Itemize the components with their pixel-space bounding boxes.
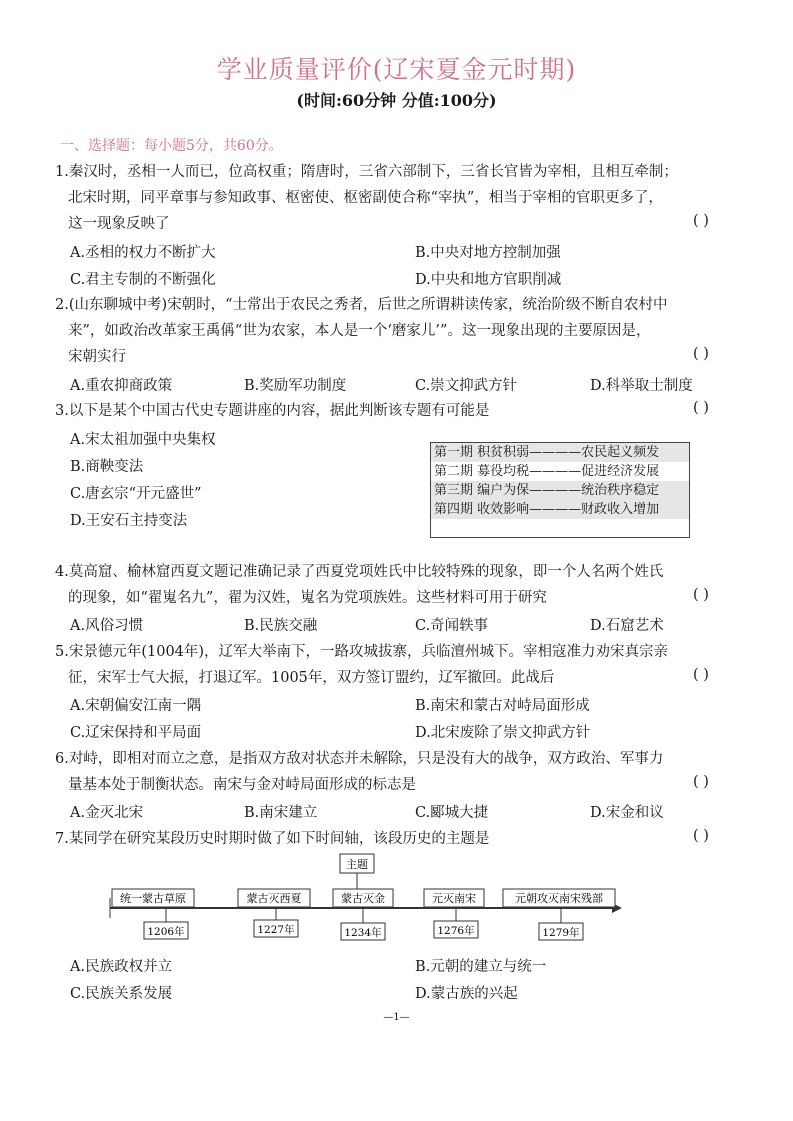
q7-option-a[interactable]: A.民族政权并立	[70, 959, 173, 975]
q1-line-3: 这一现象反映了	[68, 216, 170, 232]
lecture-row-4: 第四期 收效影响————财政收入增加	[431, 500, 689, 519]
q5-option-c[interactable]: C.辽宋保持和平局面	[70, 725, 202, 741]
q5-answer-paren: ( )	[693, 667, 709, 683]
q4-option-a[interactable]: A.风俗习惯	[70, 618, 144, 634]
q7-option-d[interactable]: D.蒙古族的兴起	[415, 986, 518, 1002]
year-label-2: 1227年	[257, 924, 295, 936]
q2-option-d[interactable]: D.科举取士制度	[590, 378, 693, 394]
q6-option-d[interactable]: D.宋金和议	[590, 805, 664, 821]
event-label-4: 元灭南宋	[432, 892, 476, 905]
q6-line-2: 量基本处于制衡状态。南宋与金对峙局面形成的标志是	[68, 777, 416, 793]
q1-option-a[interactable]: A.丞相的权力不断扩大	[70, 245, 216, 261]
year-label-1: 1206年	[147, 926, 185, 938]
section-heading: 一、选择题：每小题5分，共60分。	[60, 138, 283, 154]
q2-option-a[interactable]: A.重农抑商政策	[70, 378, 173, 394]
event-label-1: 统一蒙古草原	[120, 892, 186, 905]
q5-line-2: 征，宋军士气大振，打退辽军。1005年，双方签订盟约，辽军撤回。此战后	[68, 670, 555, 686]
q2-option-c[interactable]: C.崇文抑武方针	[415, 378, 518, 394]
q4-answer-paren: ( )	[693, 587, 709, 603]
q4-option-d[interactable]: D.石窟艺术	[590, 618, 664, 634]
q5-option-b[interactable]: B.南宋和蒙古对峙局面形成	[415, 698, 590, 714]
q3-option-d[interactable]: D.王安石主持变法	[70, 513, 188, 529]
q3-option-a[interactable]: A.宋太祖加强中央集权	[70, 432, 216, 448]
q1-line-1: 1.秦汉时，丞相一人而已，位高权重；隋唐时，三省六部制下，三省长官皆为宰相，且相互牵制；	[55, 164, 678, 180]
q4-line-2: 的现象，如“翟嵬名九”，翟为汉姓，嵬名为党项族姓。这些材料可用于研究	[68, 590, 547, 606]
page-title: 学业质量评价(辽宋夏金元时期)	[216, 55, 577, 84]
q7-option-c[interactable]: C.民族关系发展	[70, 986, 173, 1002]
q2-answer-paren: ( )	[693, 346, 709, 362]
year-label-5: 1279年	[542, 927, 580, 939]
q2-line-2: 来”，如政治改革家王禹偁“世为农家，本人是一个‘磨家儿’”。这一现象出现的主要原因是，	[68, 323, 651, 339]
q5-option-a[interactable]: A.宋朝偏安江南一隅	[70, 698, 202, 714]
lecture-row-3: 第三期 编户为保————统治秩序稳定	[431, 481, 689, 500]
exam-info: (时间:60分钟 分值:100分)	[296, 91, 497, 110]
q5-option-d[interactable]: D.北宋废除了崇文抑武方针	[415, 725, 591, 741]
q7-line-1: 7.某同学在研究某段历史时期时做了如下时间轴，该段历史的主题是	[55, 831, 490, 847]
q2-option-b[interactable]: B.奖励军功制度	[244, 378, 347, 394]
q1-answer-paren: ( )	[693, 213, 709, 229]
q3-option-c[interactable]: C.唐玄宗“开元盛世”	[70, 486, 202, 502]
lecture-row-2: 第二期 募役均税————促进经济发展	[431, 462, 689, 481]
q1-option-c[interactable]: C.君主专制的不断强化	[70, 272, 216, 288]
q3-line-1: 3.以下是某个中国古代史专题讲座的内容，据此判断该专题有可能是	[55, 403, 490, 419]
event-label-2: 蒙古灭西夏	[246, 892, 302, 905]
q1-line-2: 北宋时期，同平章事与参知政事、枢密使、枢密副使合称“宰执”，相当于宰相的官职更多了，	[68, 190, 663, 206]
q4-option-b[interactable]: B.民族交融	[244, 618, 318, 634]
q1-option-b[interactable]: B.中央对地方控制加强	[415, 245, 561, 261]
q4-option-c[interactable]: C.奇闻轶事	[415, 618, 489, 634]
q1-option-d[interactable]: D.中央和地方官职削减	[415, 272, 562, 288]
lecture-row-1: 第一期 积贫积弱————农民起义频发	[431, 443, 689, 462]
event-label-5: 元朝攻灭南宋残部	[515, 892, 603, 905]
year-label-4: 1276年	[437, 925, 475, 937]
event-label-3: 蒙古灭金	[341, 892, 385, 905]
q3-option-b[interactable]: B.商鞅变法	[70, 459, 144, 475]
q6-answer-paren: ( )	[693, 774, 709, 790]
q6-option-c[interactable]: C.郾城大捷	[415, 805, 489, 821]
q2-line-1: 2.(山东聊城中考)宋朝时，“士常出于农民之秀者，后世之所谓耕读传家，统治阶级不断自农村中	[55, 297, 668, 313]
q7-option-b[interactable]: B.元朝的建立与统一	[415, 959, 547, 975]
q4-line-1: 4.莫高窟、榆林窟西夏文题记准确记录了西夏党项姓氏中比较特殊的现象，即一个人名两个姓氏	[55, 564, 664, 580]
q6-line-1: 6.对峙，即相对而立之意，是指双方敌对状态并未解除，只是没有大的战争，双方政治、军事力	[55, 751, 664, 767]
q6-option-b[interactable]: B.南宋建立	[244, 805, 318, 821]
year-label-3: 1234年	[344, 927, 382, 939]
q7-answer-paren: ( )	[693, 828, 709, 844]
q5-line-1: 5.宋景德元年(1004年)，辽军大举南下，一路攻城拔寨，兵临澶州城下。宰相寇准力劝宋真宗亲	[55, 644, 669, 660]
page-number: —1—	[383, 1012, 410, 1023]
q6-option-a[interactable]: A.金灭北宋	[70, 805, 144, 821]
q3-answer-paren: ( )	[693, 400, 709, 416]
q2-line-3: 宋朝实行	[68, 349, 126, 365]
timeline-theme: 主题	[346, 858, 368, 871]
